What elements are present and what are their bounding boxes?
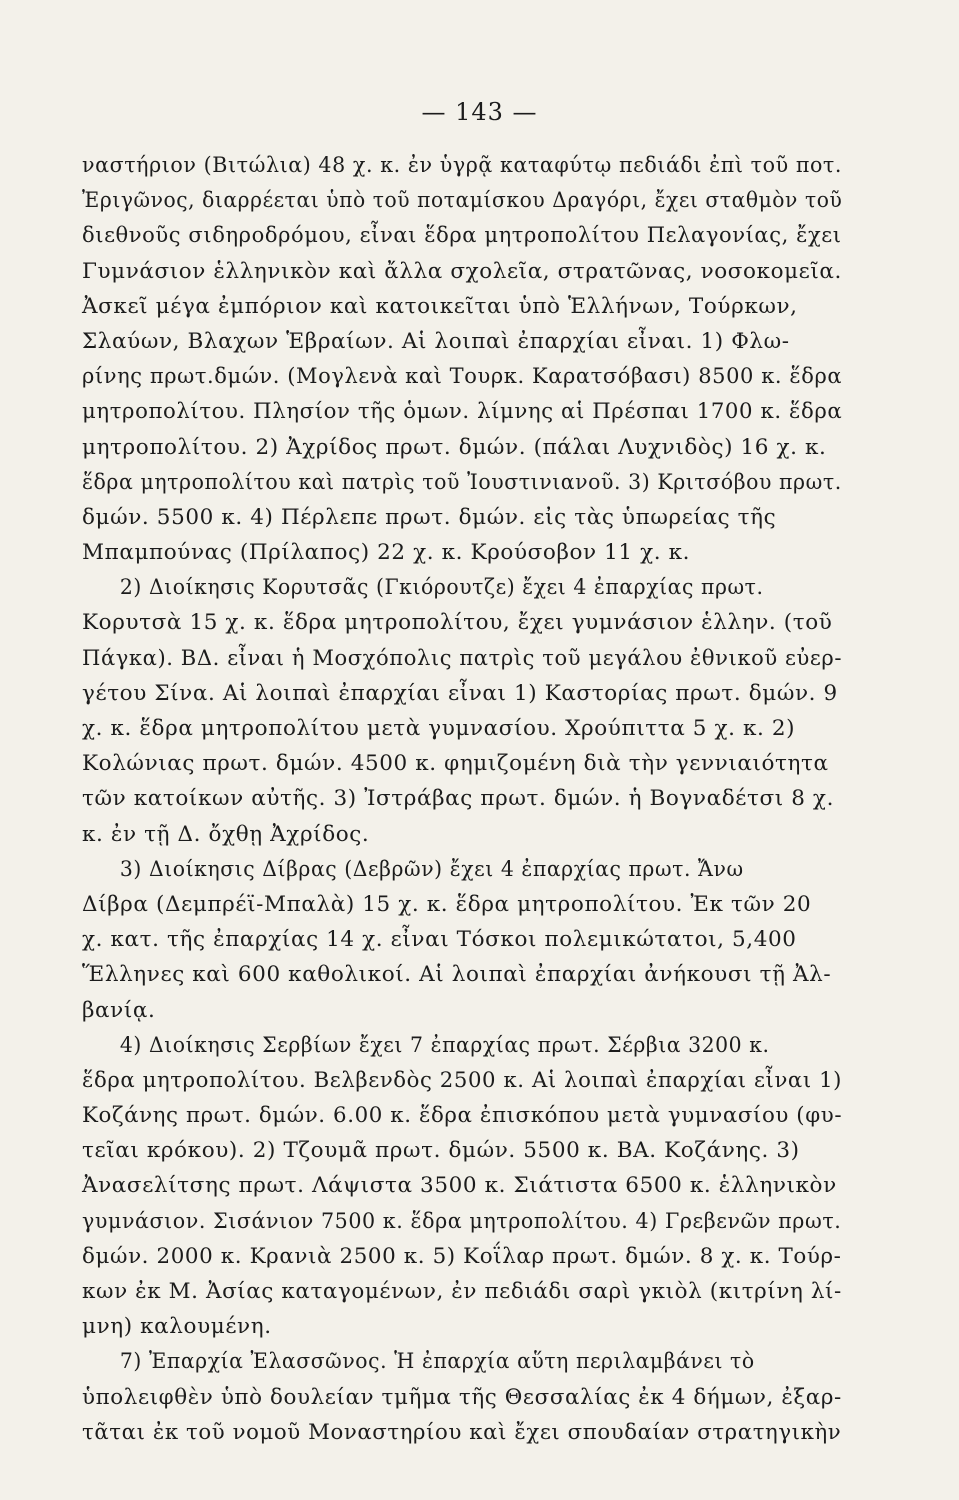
text-line: χ. κ. ἕδρα μητροπολίτου μετὰ γυμνασίου. Χρούπιττα 5 χ. κ. 2) bbox=[82, 716, 796, 741]
text-line: ρίνης πρωτ.δμών. (Μογλενὰ καὶ Τουρκ. Καρατσόβασι) 8500 κ. ἕδρα bbox=[82, 364, 843, 390]
text-line: γυμνάσιον. Σισάνιον 7500 κ. ἕδρα μητροπολίτου. 4) Γρεβενῶν πρωτ. bbox=[82, 1208, 842, 1234]
text-line: Ἀνασελίτσης πρωτ. Λάψιστα 3500 κ. Σιάτιστα 6500 κ. ἑλληνικὸν bbox=[82, 1173, 837, 1199]
text-line: Ἀσκεῖ μέγα ἐμπόριον καὶ κατοικεῖται ὑπὸ Ἑλλήνων, Τούρκων, bbox=[82, 293, 798, 319]
text-line: κων ἐκ Μ. Ἀσίας καταγομένων, ἐν πεδιάδι σαρὶ γκιὸλ (κιτρίνη λί- bbox=[82, 1279, 842, 1304]
text-line: μνη) καλουμένη. bbox=[82, 1314, 272, 1340]
text-line: Μπαμπούνας (Πρίλαπος) 22 χ. κ. Κρούσοβον 11 χ. κ. bbox=[82, 540, 691, 566]
text-line: χ. κατ. τῆς ἐπαρχίας 14 χ. εἶναι Τόσκοι πολεμικώτατοι, 5,400 bbox=[82, 927, 797, 953]
text-line: Ἐριγῶνος, διαρρέεται ὑπὸ τοῦ ποταμίσκου Δραγόρι, ἔχει σταθμὸν τοῦ bbox=[82, 188, 843, 214]
text-line: δμών. 5500 κ. 4) Πέρλεπε πρωτ. δμών. εἰς τὰς ὑπωρείας τῆς bbox=[82, 504, 777, 530]
text-line: Πάγκα). ΒΔ. εἶναι ἡ Μοσχόπολις πατρὶς τοῦ μεγάλου ἐθνικοῦ εὐερ- bbox=[82, 645, 843, 671]
text-line: 4) Διοίκησις Σερβίων ἔχει 7 ἐπαρχίας πρωτ. Σέρβια 3200 κ. bbox=[119, 1032, 770, 1058]
text-line: Γυμνάσιον ἑλληνικὸν καὶ ἄλλα σχολεῖα, στρατῶνας, νοσοκομεῖα. bbox=[82, 258, 842, 284]
text-line: Κοζάνης πρωτ. δμών. 6.00 κ. ἕδρα ἐπισκόπου μετὰ γυμνασίου (φυ- bbox=[82, 1103, 843, 1129]
text-line: δμών. 2000 κ. Κρανιὰ 2500 κ. 5) Κοΐλαρ πρωτ. δμών. 8 χ. κ. Τούρ- bbox=[82, 1243, 842, 1269]
text-line: ἕδρα μητροπολίτου. Βελβενδὸς 2500 κ. Αἱ λοιπαὶ ἐπαρχίαι εἶναι 1) bbox=[82, 1067, 843, 1093]
text-line: Κορυτσὰ 15 χ. κ. ἕδρα μητροπολίτου, ἔχει γυμνάσιον ἑλλην. (τοῦ bbox=[82, 610, 833, 636]
text-line: κ. ἐν τῇ Δ. ὄχθῃ Ἀχρίδος. bbox=[82, 821, 370, 847]
text-line: ἕδρα μητροπολίτου καὶ πατρὶς τοῦ Ἰουστινιανοῦ. 3) Κριτσόβου πρωτ. bbox=[82, 469, 842, 495]
text-line: Σλαύων, Βλαχων Ἑβραίων. Αἱ λοιπαὶ ἐπαρχίαι εἶναι. 1) Φλω- bbox=[82, 328, 790, 354]
text-line: 3) Διοίκησις Δίβρας (Δεβρῶν) ἔχει 4 ἐπαρχίας πρωτ. Ἄνω bbox=[119, 856, 744, 882]
text-line: 7) Ἐπαρχία Ἐλασσῶνος. Ἡ ἐπαρχία αὕτη περιλαμβάνει τὸ bbox=[119, 1349, 755, 1375]
text-line: τῶν κατοίκων αὐτῆς. 3) Ἰστράβας πρωτ. δμών. ἡ Βογναδέτσι 8 χ. bbox=[82, 786, 834, 812]
text-line: Ἕλληνες καὶ 600 καθολικοί. Αἱ λοιπαὶ ἐπαρχίαι ἀνήκουσι τῇ Ἀλ- bbox=[82, 962, 832, 988]
text-line: τεῖαι κρόκου). 2) Τζουμᾶ πρωτ. δμών. 5500 κ. ΒΑ. Κοζάνης. 3) bbox=[82, 1138, 800, 1164]
text-line: βανίᾳ. bbox=[82, 997, 156, 1023]
text-line: Κολώνιας πρωτ. δμών. 4500 κ. φημιζομένη διὰ τὴν γεννιαιότητα bbox=[82, 751, 829, 777]
text-line: τᾶται ἐκ τοῦ νομοῦ Μοναστηρίου καὶ ἔχει σπουδαίαν στρατηγικὴν bbox=[82, 1419, 842, 1445]
text-line: διεθνοῦς σιδηροδρόμου, εἶναι ἕδρα μητροπολίτου Πελαγονίας, ἔχει bbox=[82, 223, 842, 249]
text-line: ὑπολειφθὲν ὑπὸ δουλείαν τμῆμα τῆς Θεσσαλίας ἐκ 4 δήμων, ἐξαρ- bbox=[82, 1384, 842, 1410]
text-line: μητροπολίτου. Πλησίον τῆς ὁμων. λίμνης αἱ Πρέσπαι 1700 κ. ἕδρα bbox=[82, 399, 843, 425]
text-line: Δίβρα (Δεμπρέϊ-Μπαλὰ) 15 χ. κ. ἕδρα μητροπολίτου. Ἐκ τῶν 20 bbox=[82, 891, 812, 917]
page-number: — 143 — bbox=[421, 98, 538, 126]
text-line: γέτου Σίνα. Αἱ λοιπαὶ ἐπαρχίαι εἶναι 1) Καστορίας πρωτ. δμών. 9 bbox=[82, 680, 838, 706]
text-line: ναστήριον (Βιτώλια) 48 χ. κ. ἐν ὑγρᾷ καταφύτῳ πεδιάδι ἐπὶ τοῦ ποτ. bbox=[82, 153, 843, 178]
text-line: μητροπολίτου. 2) Ἀχρίδος πρωτ. δμών. (πάλαι Λυχνιδὸς) 16 χ. κ. bbox=[82, 434, 827, 460]
text-line: 2) Διοίκησις Κορυτσᾶς (Γκιόρουτζε) ἔχει 4 ἐπαρχίας πρωτ. bbox=[119, 575, 764, 601]
body-text bbox=[82, 148, 842, 1450]
